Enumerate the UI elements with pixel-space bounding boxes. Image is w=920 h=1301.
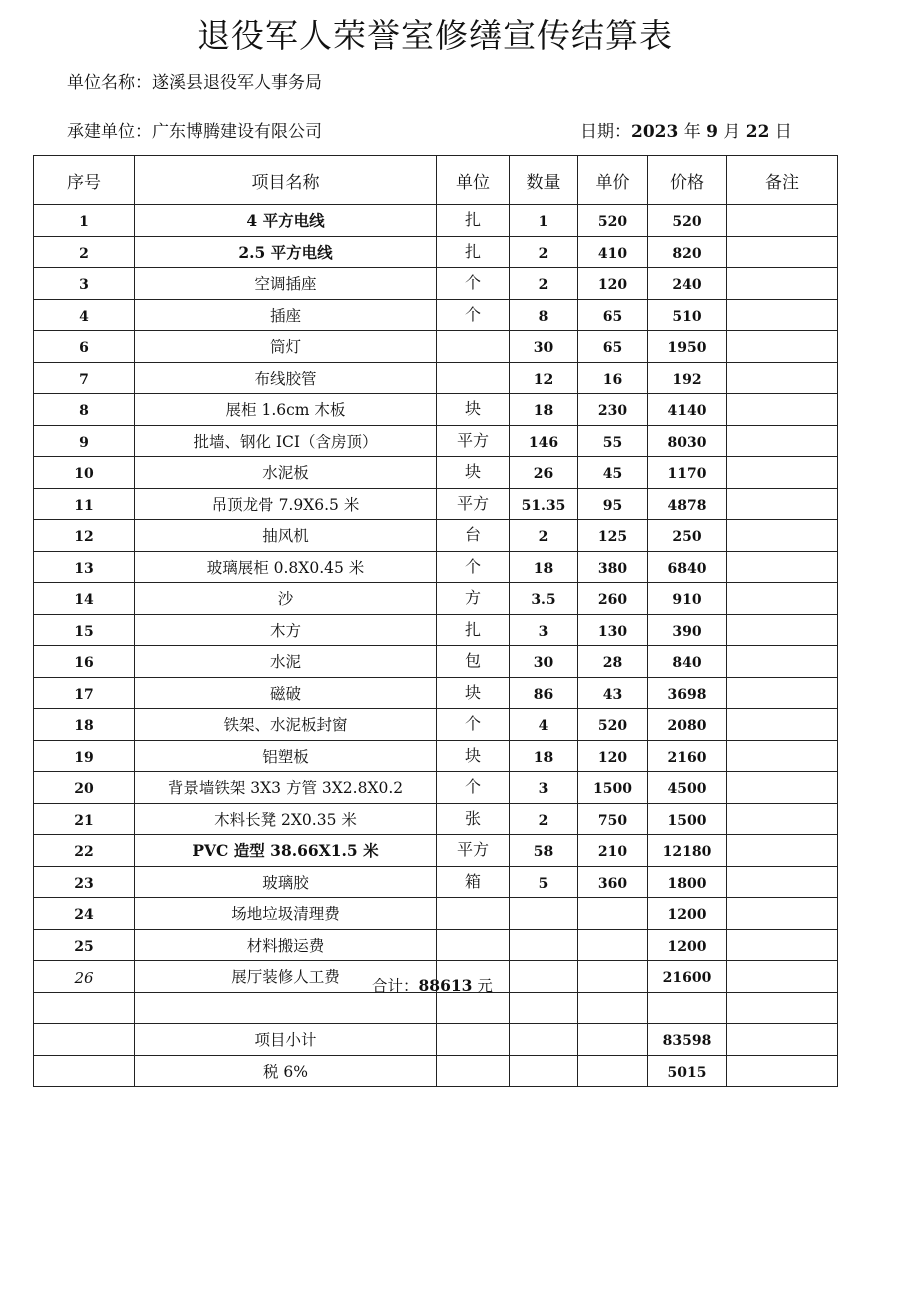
cell-amount: 240 [648,268,727,300]
cell-unit [437,1024,510,1056]
cell-note [727,394,838,426]
cell-note [727,803,838,835]
cell-unit: 扎 [437,614,510,646]
cell-seq: 13 [34,551,135,583]
cell-price: 65 [578,299,648,331]
cell-unit [437,929,510,961]
cell-name: 背景墙铁架 3X3 方管 3X2.8X0.2 [135,772,437,804]
cell-unit: 箱 [437,866,510,898]
cell-price: 520 [578,709,648,741]
cell-qty: 8 [510,299,578,331]
cell-seq [34,992,135,1024]
cell-amount: 6840 [648,551,727,583]
table-row [34,772,838,804]
cell-qty: 1 [510,205,578,237]
cell-price: 95 [578,488,648,520]
cell-note [727,520,838,552]
cell-seq: 24 [34,898,135,930]
table-row [34,803,838,835]
header-unit: 单位 [437,156,510,205]
cell-unit: 块 [437,677,510,709]
cell-price: 230 [578,394,648,426]
cell-qty: 2 [510,520,578,552]
cell-amount: 83598 [648,1024,727,1056]
date-day: 22 [745,122,770,142]
cell-seq: 8 [34,394,135,426]
cell-qty: 5 [510,866,578,898]
cell-qty: 58 [510,835,578,867]
table-row [34,835,838,867]
cell-name: 铁架、水泥板封窗 [135,709,437,741]
cell-unit: 平方 [437,488,510,520]
cell-name: 木料长凳 2X0.35 米 [135,803,437,835]
cell-seq: 12 [34,520,135,552]
cell-seq: 23 [34,866,135,898]
cell-note [727,866,838,898]
table-row [34,866,838,898]
cell-name: 税 6% [135,1055,437,1087]
cell-qty: 18 [510,740,578,772]
cell-price: 360 [578,866,648,898]
cell-name: 木方 [135,614,437,646]
cell-unit: 扎 [437,205,510,237]
date-month-unit: 月 [723,122,741,142]
cell-name: 水泥 [135,646,437,678]
cell-price [578,961,648,993]
cell-note [727,740,838,772]
cell-price [578,898,648,930]
cell-amount: 1950 [648,331,727,363]
date-label: 日期： [580,122,631,142]
cell-amount: 2160 [648,740,727,772]
cell-note [727,677,838,709]
cell-price: 43 [578,677,648,709]
header-name: 项目名称 [135,156,437,205]
unit-line [67,68,322,93]
cell-amount: 4140 [648,394,727,426]
cell-unit: 个 [437,709,510,741]
table-row [34,551,838,583]
table-row [34,740,838,772]
cell-note [727,425,838,457]
cell-unit: 扎 [437,236,510,268]
table-row [34,299,838,331]
cell-seq: 19 [34,740,135,772]
cell-price: 1500 [578,772,648,804]
cell-name: 批墙、钢化 ICI（含房顶） [135,425,437,457]
cell-price: 65 [578,331,648,363]
cell-price: 130 [578,614,648,646]
page-title: 退役军人荣誉室修缮宣传结算表 [197,16,673,55]
cell-note [727,268,838,300]
cell-unit [437,992,510,1024]
cell-price: 260 [578,583,648,615]
cell-unit: 平方 [437,835,510,867]
cell-name: 展厅装修人工费 [135,961,437,993]
table-row [34,583,838,615]
cell-price: 45 [578,457,648,489]
cell-note [727,457,838,489]
cell-unit: 块 [437,394,510,426]
cell-amount: 3698 [648,677,727,709]
cell-qty: 12 [510,362,578,394]
cell-qty: 146 [510,425,578,457]
cell-unit [437,1055,510,1087]
cell-seq [34,1024,135,1056]
cell-amount: 520 [648,205,727,237]
cell-unit: 个 [437,268,510,300]
cell-qty: 3 [510,614,578,646]
cell-amount: 12180 [648,835,727,867]
cell-price: 28 [578,646,648,678]
cell-amount: 2080 [648,709,727,741]
cell-price: 125 [578,520,648,552]
cell-name: 玻璃展柜 0.8X0.45 米 [135,551,437,583]
cell-qty [510,1055,578,1087]
cell-amount: 250 [648,520,727,552]
cell-qty: 3.5 [510,583,578,615]
settlement-table [33,155,838,1087]
cell-qty: 2 [510,268,578,300]
cell-seq: 1 [34,205,135,237]
cell-seq: 14 [34,583,135,615]
header-seq: 序号 [34,156,135,205]
cell-seq: 18 [34,709,135,741]
cell-qty [510,992,578,1024]
cell-name: 空调插座 [135,268,437,300]
total-label: 合计： [372,977,419,995]
cell-note [727,488,838,520]
cell-qty: 51.35 [510,488,578,520]
cell-price [578,1024,648,1056]
cell-qty [510,898,578,930]
cell-seq: 20 [34,772,135,804]
cell-qty: 2 [510,236,578,268]
cell-qty [510,929,578,961]
table-row [34,520,838,552]
date-day-unit: 日 [774,122,792,142]
cell-qty: 26 [510,457,578,489]
cell-price: 120 [578,268,648,300]
table-row [34,236,838,268]
cell-name: 4 平方电线 [135,205,437,237]
cell-note [727,1024,838,1056]
cell-note [727,205,838,237]
table-row [34,1024,838,1056]
cell-amount: 910 [648,583,727,615]
cell-seq: 22 [34,835,135,867]
cell-name: 吊顶龙骨 7.9X6.5 米 [135,488,437,520]
header-price: 单价 [578,156,648,205]
cell-qty: 18 [510,551,578,583]
table-header-row [34,156,838,205]
cell-unit: 台 [437,520,510,552]
cell-qty [510,1024,578,1056]
cell-price: 410 [578,236,648,268]
cell-qty [510,961,578,993]
cell-note [727,299,838,331]
unit-value: 遂溪县退役军人事务局 [152,73,322,93]
cell-seq: 9 [34,425,135,457]
cell-price: 55 [578,425,648,457]
cell-name: 2.5 平方电线 [135,236,437,268]
cell-name: 磁破 [135,677,437,709]
cell-name: 插座 [135,299,437,331]
cell-seq: 3 [34,268,135,300]
table-row [34,898,838,930]
cell-seq: 16 [34,646,135,678]
total-value: 88613 [418,976,473,995]
cell-seq: 4 [34,299,135,331]
cell-name: 玻璃胶 [135,866,437,898]
cell-price: 750 [578,803,648,835]
unit-label: 单位名称： [67,73,152,93]
cell-name [135,992,437,1024]
cell-price: 16 [578,362,648,394]
cell-amount: 510 [648,299,727,331]
cell-amount: 192 [648,362,727,394]
cell-amount: 4500 [648,772,727,804]
date-line [580,117,792,142]
cell-note [727,709,838,741]
cell-amount: 4878 [648,488,727,520]
cell-unit: 个 [437,551,510,583]
cell-amount: 1200 [648,929,727,961]
cell-price [578,929,648,961]
contractor-value: 广东博腾建设有限公司 [152,122,322,142]
table-row [34,677,838,709]
cell-note [727,646,838,678]
cell-unit [437,362,510,394]
cell-seq: 26 [34,961,135,993]
cell-name: 铝塑板 [135,740,437,772]
cell-amount: 390 [648,614,727,646]
cell-seq: 7 [34,362,135,394]
cell-amount: 1800 [648,866,727,898]
cell-note [727,929,838,961]
cell-note [727,898,838,930]
cell-price: 120 [578,740,648,772]
header-amount: 价格 [648,156,727,205]
cell-amount: 1200 [648,898,727,930]
cell-amount: 1500 [648,803,727,835]
cell-qty: 3 [510,772,578,804]
cell-qty: 30 [510,646,578,678]
cell-amount: 820 [648,236,727,268]
cell-amount: 840 [648,646,727,678]
cell-name: 水泥板 [135,457,437,489]
cell-name: 筒灯 [135,331,437,363]
table-row [34,425,838,457]
cell-note [727,835,838,867]
cell-qty: 2 [510,803,578,835]
cell-note [727,614,838,646]
contractor-label: 承建单位： [67,122,152,142]
table-row [34,1055,838,1087]
cell-amount: 8030 [648,425,727,457]
cell-seq: 17 [34,677,135,709]
table-row [34,268,838,300]
cell-price: 520 [578,205,648,237]
cell-unit: 个 [437,299,510,331]
cell-note [727,1055,838,1087]
cell-name: 材料搬运费 [135,929,437,961]
table-row [34,709,838,741]
cell-seq: 11 [34,488,135,520]
cell-seq: 2 [34,236,135,268]
header-note: 备注 [727,156,838,205]
cell-name: 项目小计 [135,1024,437,1056]
cell-amount: 5015 [648,1055,727,1087]
table-row [34,992,838,1024]
cell-unit: 块 [437,740,510,772]
total-unit: 元 [477,977,493,995]
cell-note [727,331,838,363]
cell-price: 380 [578,551,648,583]
date-year: 2023 [631,122,679,142]
cell-amount [648,992,727,1024]
table-row [34,929,838,961]
table-row [34,362,838,394]
cell-qty: 18 [510,394,578,426]
cell-note [727,362,838,394]
table-row [34,394,838,426]
header-qty: 数量 [510,156,578,205]
cell-note [727,583,838,615]
cell-qty: 86 [510,677,578,709]
cell-unit: 包 [437,646,510,678]
cell-price [578,992,648,1024]
date-year-unit: 年 [683,122,701,142]
cell-seq: 6 [34,331,135,363]
table-row [34,614,838,646]
cell-note [727,236,838,268]
table-row [34,331,838,363]
contractor-line [67,117,322,142]
date-month: 9 [706,122,718,142]
cell-name: PVC 造型 38.66X1.5 米 [135,835,437,867]
cell-seq [34,1055,135,1087]
grand-total [372,974,493,996]
cell-qty: 4 [510,709,578,741]
cell-unit: 个 [437,772,510,804]
table-row [34,205,838,237]
cell-unit: 平方 [437,425,510,457]
cell-seq: 15 [34,614,135,646]
cell-unit: 块 [437,457,510,489]
cell-unit: 张 [437,803,510,835]
cell-seq: 25 [34,929,135,961]
table-body [34,205,838,1087]
table-row [34,457,838,489]
cell-note [727,551,838,583]
cell-amount: 21600 [648,961,727,993]
cell-note [727,961,838,993]
cell-note [727,772,838,804]
cell-price: 210 [578,835,648,867]
cell-seq: 10 [34,457,135,489]
cell-name: 展柜 1.6cm 木板 [135,394,437,426]
cell-unit: 方 [437,583,510,615]
cell-qty: 30 [510,331,578,363]
cell-price [578,1055,648,1087]
cell-name: 场地垃圾清理费 [135,898,437,930]
cell-name: 沙 [135,583,437,615]
table-row [34,646,838,678]
cell-note [727,992,838,1024]
cell-seq: 21 [34,803,135,835]
table-row [34,488,838,520]
cell-amount: 1170 [648,457,727,489]
cell-unit [437,898,510,930]
cell-unit [437,331,510,363]
cell-name: 布线胶管 [135,362,437,394]
cell-name: 抽风机 [135,520,437,552]
